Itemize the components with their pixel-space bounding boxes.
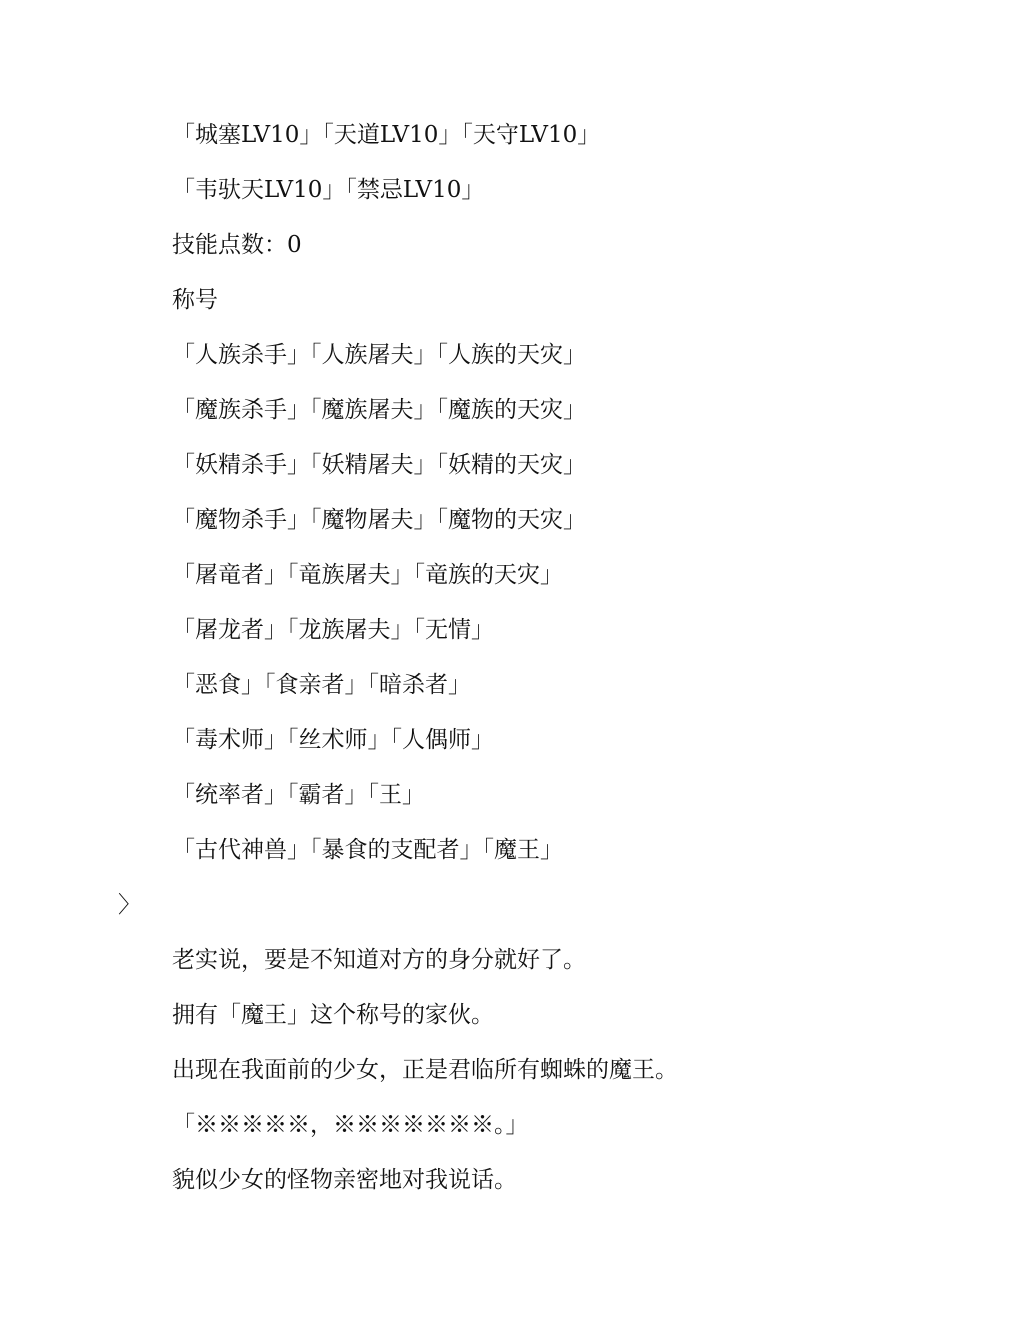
skill-points: 技能点数：0 — [172, 232, 302, 258]
titles-heading: 称号 — [172, 287, 218, 313]
narration-paragraph: 老实说，要是不知道对方的身分就好了。 — [172, 947, 586, 973]
narration-paragraph: 貌似少女的怪物亲密地对我说话。 — [172, 1167, 517, 1193]
closing-bracket: 〉 — [118, 892, 141, 918]
narration-paragraph: 拥有「魔王」这个称号的家伙。 — [172, 1002, 494, 1028]
title-line: 「妖精杀手」「妖精屠夫」「妖精的天灾」 — [172, 452, 586, 478]
skill-line: 「韦驮天LV10」「禁忌LV10」 — [172, 177, 485, 203]
title-line: 「统率者」「霸者」「王」 — [172, 782, 425, 808]
skill-line: 「城塞LV10」「天道LV10」「天守LV10」 — [172, 122, 601, 148]
title-line: 「魔族杀手」「魔族屠夫」「魔族的天灾」 — [172, 397, 586, 423]
narration-paragraph: 出现在我面前的少女，正是君临所有蜘蛛的魔王。 — [172, 1057, 678, 1083]
title-line: 「魔物杀手」「魔物屠夫」「魔物的天灾」 — [172, 507, 586, 533]
title-line: 「恶食」「食亲者」「暗杀者」 — [172, 672, 471, 698]
title-line: 「古代神兽」「暴食的支配者」「魔王」 — [172, 837, 563, 863]
title-line: 「屠龙者」「龙族屠夫」「无情」 — [172, 617, 494, 643]
narration-paragraph: 「※※※※※，※※※※※※※。」 — [172, 1112, 529, 1138]
title-line: 「人族杀手」「人族屠夫」「人族的天灾」 — [172, 342, 586, 368]
title-line: 「毒术师」「丝术师」「人偶师」 — [172, 727, 494, 753]
title-line: 「屠竜者」「竜族屠夫」「竜族的天灾」 — [172, 562, 563, 588]
